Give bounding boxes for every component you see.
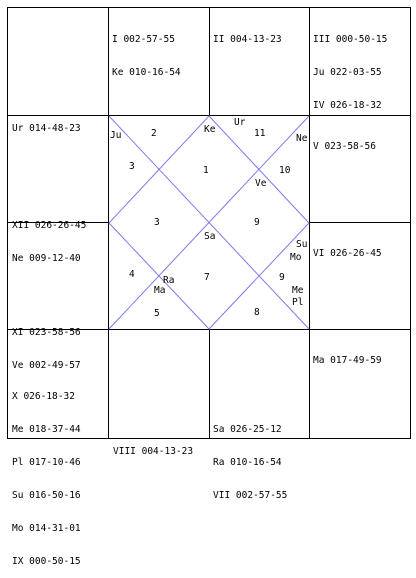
house-left-1 [12, 198, 86, 275]
house-number-3-lower: 3 [154, 217, 160, 228]
house-line: VIII 004-13-23 [113, 446, 194, 457]
house-number-8: 8 [254, 307, 260, 318]
planet-label-mo: Mo [290, 252, 302, 263]
house-bottom-right [313, 333, 382, 377]
planet-label-ve: Ve [255, 178, 267, 189]
house-number-9-lower: 9 [279, 272, 285, 283]
house-bottom-left [12, 369, 81, 578]
house-number-5: 5 [154, 308, 160, 319]
planet-label-ra: Ra [163, 275, 175, 286]
planet-label-ur: Ur [234, 117, 246, 128]
house-line: Me 018-37-44 [12, 424, 81, 435]
house-line: Ma 017-49-59 [313, 355, 382, 366]
house-right-1 [313, 119, 376, 163]
house-top-3 [313, 12, 387, 122]
house-top-2 [213, 12, 282, 56]
house-line: Ur 014-48-23 [12, 123, 81, 134]
planet-label-sa: Sa [204, 231, 216, 242]
house-bottom-3 [213, 402, 287, 512]
house-line: Ju 022-03-55 [313, 67, 382, 78]
planet-label-su: Su [296, 239, 308, 250]
house-number-7: 7 [204, 272, 210, 283]
planet-label-ju: Ju [110, 130, 122, 141]
house-line: Ke 010-16-54 [112, 67, 181, 78]
house-line: Mo 014-31-01 [12, 523, 81, 534]
house-number-9: 9 [254, 217, 260, 228]
house-line: III 000-50-15 [313, 34, 388, 45]
planet-label-pl: Pl [292, 297, 304, 308]
planet-label-ma: Ma [154, 285, 166, 296]
house-line: Ve 002-49-57 [12, 360, 81, 371]
house-line: Ra 010-16-54 [213, 457, 282, 468]
house-line: XII 026-26-45 [12, 220, 87, 231]
house-line: IX 000-50-15 [12, 556, 81, 567]
house-line: XI 023-58-56 [12, 327, 81, 338]
house-number-3: 3 [129, 161, 135, 172]
house-line: X 026-18-32 [12, 391, 75, 402]
planet-label-ke: Ke [204, 124, 216, 135]
house-line: I 002-57-55 [112, 34, 175, 45]
house-number-10: 10 [279, 165, 291, 176]
house-line: Sa 026-25-12 [213, 424, 282, 435]
house-top-left [12, 101, 81, 145]
house-right-2 [313, 226, 382, 270]
house-line: VI 026-26-45 [313, 248, 382, 259]
house-top-1 [112, 12, 181, 89]
house-number-4: 4 [129, 269, 135, 280]
house-number-1: 1 [203, 165, 209, 176]
planet-label-ne: Ne [296, 133, 308, 144]
house-line: II 004-13-23 [213, 34, 282, 45]
house-line: Ne 009-12-40 [12, 253, 81, 264]
house-line: V 023-58-56 [313, 141, 376, 152]
house-line: IV 026-18-32 [313, 100, 382, 111]
house-number-11: 11 [254, 128, 266, 139]
planet-label-me: Me [292, 285, 304, 296]
house-line: VII 002-57-55 [213, 490, 288, 501]
house-line: Su 016-50-16 [12, 490, 81, 501]
house-bottom-2 [113, 424, 193, 468]
house-line: Pl 017-10-46 [12, 457, 81, 468]
house-number-2: 2 [151, 128, 157, 139]
